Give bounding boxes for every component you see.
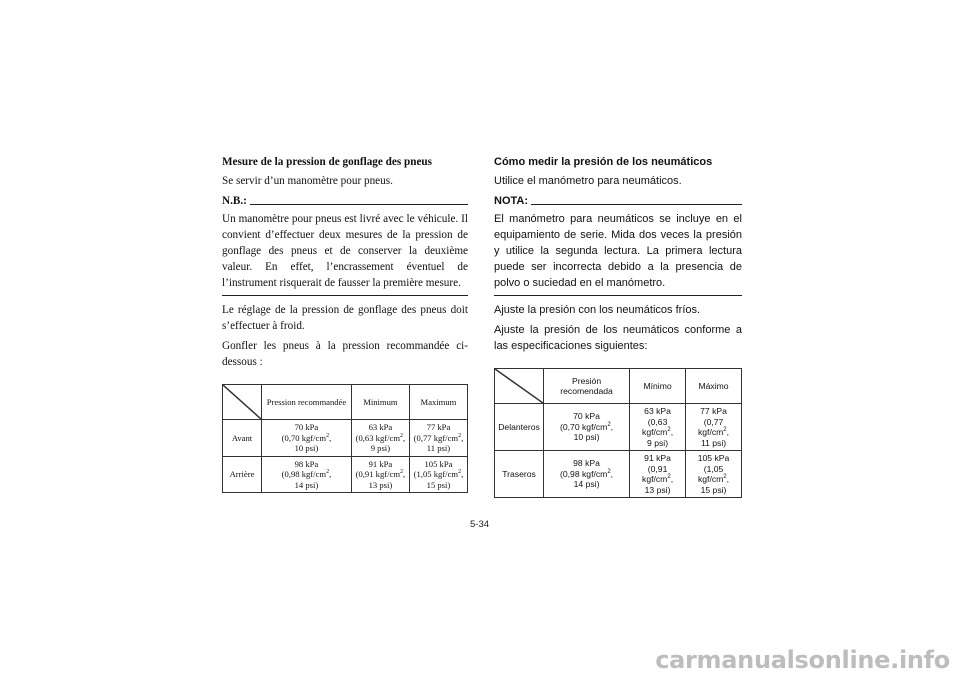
- row-label: Traseros: [495, 451, 544, 498]
- paragraph-cold: Ajuste la presión con los neumáticos fríos.: [494, 304, 701, 316]
- table-header: Maximum: [409, 385, 467, 420]
- table-cell: 77 kPa (0,77 kgf/$cm^2$, 11 psi): [686, 404, 742, 451]
- row-label: Arrière: [223, 456, 262, 493]
- pressure-table: [494, 368, 742, 498]
- table-cell: 70 kPa (0,70 kgf/$cm^2$, 10 psi): [544, 404, 630, 451]
- table-header: Minimum: [351, 385, 409, 420]
- table-cell: 98 kPa (0,98 kgf/$cm^2$, 14 psi): [544, 451, 630, 498]
- table-header-row: [495, 369, 742, 404]
- note-text: El manómetro para neumáticos se incluye en el equipamiento de serie. Mida dos veces la presión y utilice la segunda lectura. La primera lectura puede ser incorrecta debido a la presencia de polvo o suciedad en el manómetro.: [494, 213, 742, 289]
- table-row: [495, 404, 742, 451]
- french-column: [222, 154, 468, 493]
- table-row: [495, 451, 742, 498]
- paragraph-specs: Ajuste la presión de los neumáticos conforme a las especificaciones siguientes:: [494, 324, 742, 352]
- table-cell: 98 kPa (0,98 kgf/$cm^2$, 14 psi): [262, 456, 352, 493]
- note-label: N.B.:: [222, 195, 247, 207]
- diagonal-line: [223, 385, 261, 419]
- diagonal-line: [495, 369, 543, 403]
- row-label: Avant: [223, 420, 262, 457]
- table-header-row: [223, 385, 468, 420]
- table-header: Mínimo: [630, 369, 686, 404]
- section-title: Cómo medir la presión de los neumáticos: [494, 156, 713, 168]
- watermark-logo: carmanualsonline.info: [655, 646, 950, 674]
- note-end-rule: [222, 295, 468, 296]
- note-header: [494, 193, 742, 209]
- page-number: 5-34: [470, 519, 490, 530]
- table-cell: 77 kPa (0,77 kgf/$cm^2$, 11 psi): [409, 420, 467, 457]
- table-cell: 105 kPa (1,05 kgf/$cm^2$, 15 psi): [409, 456, 467, 493]
- intro-text: Se servir d’un manomètre pour pneus.: [222, 175, 393, 187]
- table-cell: 63 kPa (0,63 kgf/$cm^2$, 9 psi): [351, 420, 409, 457]
- paragraph-cold: Le réglage de la pression de gonflage des pneus doit s’effectuer à froid.: [222, 304, 468, 332]
- table-cell: 91 kPa (0,91 kgf/$cm^2$, 13 psi): [351, 456, 409, 493]
- table-cell: 70 kPa (0,70 kgf/$cm^2$, 10 psi): [262, 420, 352, 457]
- table-header: Pression recommandée: [262, 385, 352, 420]
- table-row: [223, 456, 468, 493]
- table-cell: 63 kPa (0,63 kgf/$cm^2$, 9 psi): [630, 404, 686, 451]
- note-text: Un manomètre pour pneus est livré avec le véhicule. Il convient d’effectuer deux mesures de la pression de gonflage des pneus et de conserver la deuxième valeur. En effet, l’encrassement éventuel de l’instrument risquerait de fausser la première mesure.: [222, 213, 468, 289]
- table-header: Máximo: [686, 369, 742, 404]
- note-rule: [531, 204, 742, 205]
- spanish-column: [494, 154, 742, 498]
- table-cell: 91 kPa (0,91 kgf/$cm^2$, 13 psi): [630, 451, 686, 498]
- row-label: Delanteros: [495, 404, 544, 451]
- note-rule: [250, 204, 468, 205]
- section-title: Mesure de la pression de gonflage des pneus: [222, 156, 432, 168]
- note-header: [222, 193, 468, 209]
- paragraph-inflate: Gonfler les pneus à la pression recommandée ci-dessous :: [222, 340, 468, 368]
- note-end-rule: [494, 295, 742, 296]
- intro-text: Utilice el manómetro para neumáticos.: [494, 175, 682, 187]
- pressure-table: [222, 384, 468, 493]
- table-corner-cell: [223, 385, 262, 420]
- table-corner-cell: [495, 369, 544, 404]
- table-header: Presión recomendada: [544, 369, 630, 404]
- table-row: [223, 420, 468, 457]
- note-label: NOTA:: [494, 195, 529, 207]
- table-cell: 105 kPa (1,05 kgf/$cm^2$, 15 psi): [686, 451, 742, 498]
